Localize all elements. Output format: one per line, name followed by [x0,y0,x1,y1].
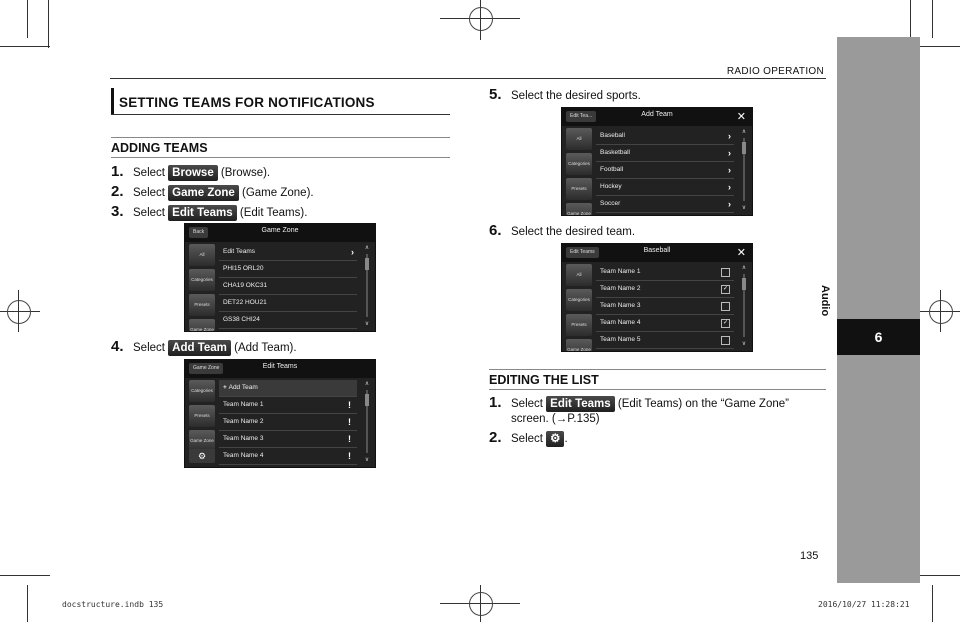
chevron-right-icon: › [728,199,731,209]
list-item: Basketball › [596,145,734,162]
back-button: Back [189,227,208,238]
side-button: All [189,244,215,266]
heading-rule [111,114,450,115]
side-button: Game Zone [189,430,215,452]
checkbox [721,268,730,277]
list-item: Team Name 1 ! [219,397,357,414]
list-item: Team Name 5 [596,332,734,349]
edit-step-2: 2. Select ⚙ . [489,429,568,446]
list-item: Hockey › [596,179,734,196]
edit-teams-button: Edit Teams [168,205,237,221]
list-item: GS38 CHI24 [219,312,357,329]
main-heading: SETTING TEAMS FOR NOTIFICATIONS [119,95,375,110]
step-5: 5. Select the desired sports. [489,86,641,103]
step-6: 6. Select the desired team. [489,222,636,239]
side-button: Categories [566,289,592,311]
list-item: CHA19 OKC31 [219,278,357,295]
edit-teams-button: Edit Teams [546,396,615,412]
close-icon: ✕ [736,111,746,123]
side-button: Game Zone [189,319,215,332]
registration-mark [7,300,31,324]
registration-mark [929,300,953,324]
list-item: Soccer › [596,196,734,213]
back-button: Edit Teams [566,247,599,258]
screen-title: Game Zone [261,227,299,234]
step-2: 2. Select Game Zone (Game Zone). [111,183,314,200]
close-icon: ✕ [736,247,746,259]
scrollbar: ∧ ∨ [364,381,370,463]
screen-title: Add Team [641,111,673,118]
chevron-right-icon: › [728,131,731,141]
subheading-rule-bottom [111,157,450,158]
side-button: All [566,264,592,286]
list-item: DET22 HOU21 [219,295,357,312]
chapter-tab-label: Audio [819,285,831,317]
step-3: 3. Select Edit Teams (Edit Teams). [111,203,308,220]
list-item: Team Name 3 ! [219,431,357,448]
screenshot-baseball [561,243,753,352]
side-button: Game Zone [566,203,592,216]
screenshot-edit-teams [184,359,376,468]
footer-file: docstructure.indb 135 [62,600,164,609]
screen-title: Baseball [643,247,671,254]
crop-mark [27,0,28,38]
exclamation-icon: ! [348,417,351,427]
chevron-right-icon: › [728,182,731,192]
list-item: Team Name 1 [596,264,734,281]
side-button: Presets [189,294,215,316]
scrollbar: ∧ ∨ [741,129,747,211]
screenshot-add-team [561,107,753,216]
list-item: Team Name 2 ✓ [596,281,734,298]
side-button: Categories [189,380,215,402]
crop-mark [0,575,50,576]
page-number: 135 [800,550,819,562]
side-button: Categories [189,269,215,291]
step-4: 4. Select Add Team (Add Team). [111,338,297,355]
list-item: Team Name 2 ! [219,414,357,431]
checkbox [721,336,730,345]
footer-timestamp: 2016/10/27 11:28:21 [818,600,910,609]
exclamation-icon: ! [348,400,351,410]
exclamation-icon: ! [348,434,351,444]
browse-button: Browse [168,165,218,181]
crop-mark [48,0,49,48]
scrollbar: ∧ ∨ [741,265,747,347]
chapter-tab [837,37,920,583]
gear-icon: ⚙ [189,449,215,463]
side-button: All [566,128,592,150]
header-rule [110,78,826,79]
crop-mark [27,585,28,622]
list-item: PHI15 ORL20 [219,261,357,278]
checkbox: ✓ [722,320,729,326]
scrollbar: ∧ ∨ [364,245,370,327]
checkbox: ✓ [722,286,729,292]
registration-mark [469,592,493,616]
list-item: Team Name 4 ! [219,448,357,465]
side-button: Presets [566,178,592,200]
list-item: Edit Teams › [219,244,357,261]
add-team-button: Add Team [168,340,231,356]
running-header: RADIO OPERATION [726,66,824,77]
sub-heading: ADDING TEAMS [111,141,208,155]
side-button: Game Zone [566,339,592,352]
game-zone-button: Game Zone [168,185,239,201]
side-button: Presets [189,405,215,427]
subheading-rule-bottom [489,389,826,390]
subheading-rule-top [111,137,450,138]
chevron-right-icon: › [351,247,354,257]
side-button: Categories [566,153,592,175]
main-heading-bar [111,88,114,114]
screenshot-game-zone [184,223,376,332]
gear-icon: ⚙ [546,431,564,447]
screen-title: Edit Teams [262,363,298,370]
add-team-row: + Add Team [219,380,357,397]
crop-mark [932,585,933,622]
list-item: Baseball › [596,128,734,145]
crop-mark [932,0,933,38]
editing-sub-heading: EDITING THE LIST [489,373,599,387]
list-item: Team Name 4 ✓ [596,315,734,332]
exclamation-icon: ! [348,451,351,461]
back-button: Game Zone [189,363,223,374]
chevron-right-icon: › [728,148,731,158]
step-1: 1. Select Browse (Browse). [111,163,271,180]
crop-mark [0,46,50,47]
edit-step-1: 1. Select Edit Teams (Edit Teams) on the “Game Zone” screen. (→P.135) [489,394,789,425]
back-button: Edit Tea... [566,111,596,122]
chapter-number: 6 [837,319,920,355]
subheading-rule-top [489,369,826,370]
list-item: Team Name 3 [596,298,734,315]
registration-mark [469,7,493,31]
checkbox [721,302,730,311]
side-button: Presets [566,314,592,336]
chevron-right-icon: › [728,165,731,175]
list-item: Football › [596,162,734,179]
